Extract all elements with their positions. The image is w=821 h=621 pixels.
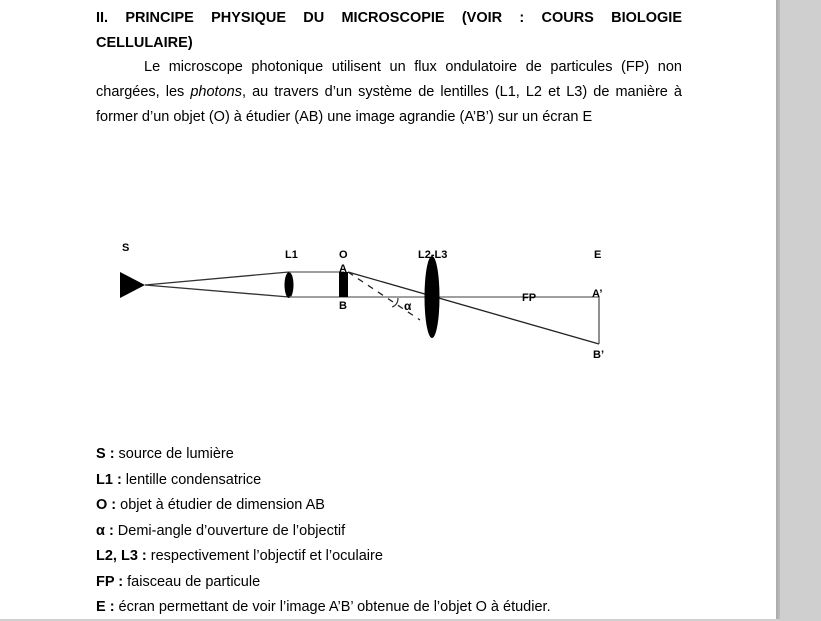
label-point-a: A [339, 263, 347, 275]
heading-line-2: CELLULAIRE) [96, 35, 193, 51]
condenser-lens-icon [285, 272, 294, 298]
label-point-b: B [339, 300, 347, 312]
legend-item [96, 442, 696, 468]
label-condenser: L1 [285, 249, 298, 261]
object-bar-icon [339, 272, 348, 297]
legend-item [96, 468, 696, 494]
label-image-a: A’ [592, 288, 603, 300]
legend-item [96, 519, 696, 545]
paragraph-line-1: Le microscope photonique utilisent un flux ondulatoire de particules (FP) non [144, 59, 682, 75]
paragraph-line-3: former d’un objet (O) à étudier (AB) une image agrandie (A’B’) sur un écran E [96, 109, 593, 125]
intro-paragraph [96, 55, 682, 130]
label-screen: E [594, 249, 602, 261]
paragraph-line-2 [96, 80, 682, 105]
label-alpha: α [404, 299, 412, 313]
paragraph-text: , au travers d’un système de lentilles (L1, L2 et L3) de manière à [241, 84, 682, 100]
legend-text: source de lumière [114, 446, 234, 462]
label-beam: FP [522, 292, 537, 304]
page-edge-shadow [776, 0, 780, 619]
photons-italic: photons [190, 84, 242, 100]
paragraph-text: chargées, les [96, 84, 191, 100]
legend-text: écran permettant de voir l’image A’B’ obtenue de l’objet O à étudier. [114, 599, 551, 615]
legend-key: S : [96, 446, 115, 462]
legend-text: faisceau de particule [123, 573, 261, 590]
alpha-arc-icon [392, 298, 398, 307]
legend-text: respectivement l’objectif et l’oculaire [146, 548, 383, 564]
legend-text: lentille condensatrice [121, 471, 262, 488]
heading-line-1: II. PRINCIPE PHYSIQUE DU MICROSCOPIE (VOIR : COURS BIOLOGIE [96, 10, 682, 26]
label-source: S [122, 242, 130, 254]
legend-key: α : [96, 522, 114, 539]
legend-list [96, 442, 696, 621]
legend-item [96, 544, 696, 570]
microscope-diagram [0, 230, 776, 370]
ray-a-to-image [348, 272, 599, 344]
legend-item [96, 595, 696, 621]
label-objective-ocular: L2-L3 [418, 249, 448, 261]
label-object: O [339, 249, 348, 261]
legend-text: Demi-angle d’ouverture de l’objectif [113, 522, 346, 539]
label-image-b: B’ [593, 349, 604, 361]
objective-ocular-lens-icon [425, 256, 440, 338]
legend-key: L1 : [96, 471, 122, 488]
legend-item [96, 570, 696, 596]
section-heading [96, 6, 682, 56]
legend-key: L2, L3 : [96, 548, 147, 564]
legend-text: objet à étudier de dimension AB [116, 497, 325, 513]
legend-key: O : [96, 497, 117, 513]
legend-key: E : [96, 599, 115, 615]
legend-key: FP : [96, 573, 124, 590]
light-source-icon [120, 272, 145, 298]
ray-source-top [145, 272, 289, 285]
ray-source-bottom [145, 285, 289, 297]
legend-item [96, 493, 696, 519]
